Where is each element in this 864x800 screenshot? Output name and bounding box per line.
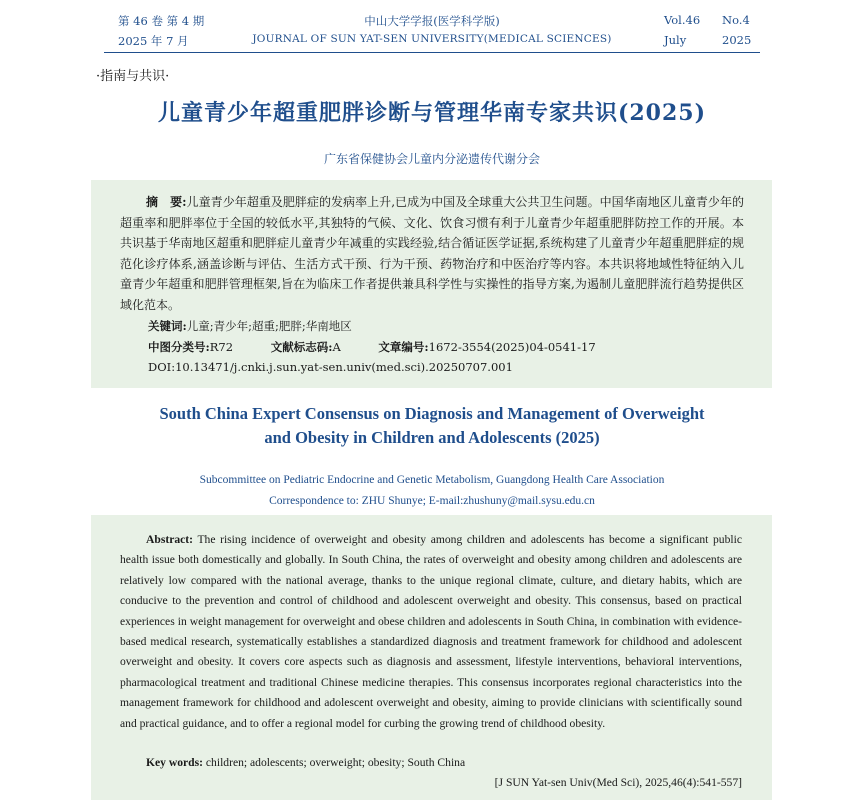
page-title-cn: 儿童青少年超重肥胖诊断与管理华南专家共识(2025) (157, 100, 707, 126)
clc-group (148, 340, 233, 354)
header-rule (104, 52, 760, 53)
doi: DOI:10.13471/j.cnki.j.sun.yat-sen.univ(med.sci).20250707.001 (148, 360, 513, 374)
journal-name-cn: 中山大学学报(医学科学版) (364, 14, 500, 28)
page-title-en (0, 402, 864, 450)
journal-name-en: JOURNAL OF SUN YAT-SEN UNIVERSITY(MEDICAL SCIENCES) (252, 33, 612, 45)
correspondence: Correspondence to: ZHU Shunye; E-mail:zhushuny@mail.sysu.edu.cn (269, 495, 595, 507)
en-keywords-label: Key words: (146, 756, 203, 769)
article-no-value: 1672-3554(2025)04-0541-17 (428, 340, 596, 354)
doc-code-group (271, 340, 341, 354)
author-cn: 广东省保健协会儿童内分泌遗传代谢分会 (323, 152, 540, 166)
en-abstract-label: Abstract: (146, 533, 194, 546)
citation: [J SUN Yat-sen Univ(Med Sci), 2025,46(4):541-557] (494, 776, 742, 789)
date-cn: 2025 年 7 月 (118, 34, 189, 48)
vol-no-en (664, 13, 764, 27)
en-abstract (120, 530, 742, 734)
doc-code-value: A (332, 340, 341, 354)
en-keywords (146, 756, 465, 769)
cn-keywords-label: 关键词: (148, 319, 187, 333)
doc-code-label: 文献标志码: (270, 340, 333, 354)
affiliation-en (0, 470, 864, 512)
affiliation: Subcommittee on Pediatric Endocrine and Genetic Metabolism, Guangdong Health Care Association (199, 474, 665, 486)
en-keywords-value: children; adolescents; overweight; obesity; South China (205, 756, 466, 769)
volume-issue-cn: 第 46 卷 第 4 期 (118, 14, 205, 28)
cn-classification (148, 339, 630, 355)
clc-value: R72 (209, 340, 234, 354)
en-abstract-text: The rising incidence of overweight and obesity among children and adolescents has become a significant public health issue both domestically and globally. In South China, the rates of overweight and obesity among children and adolescents are relatively low compared with the national average, thanks to the unique regional climate, culture, and dietary habits, which are conducive to the prevention and control of childhood and adolescent overweight and obesity. This consensus, based on practical experiences in weight management for overweight and obese children and adolescents in South China, in combination with evidence-based medical research, systematically establishes a standardized diagnosis and treatment framework for childhood and adolescent overweight and obesity. It covers core aspects such as diagnosis and assessment, lifestyle interventions, behavioral interventions, pharmacological treatment and traditional Chinese medicine therapies. This consensus incorporates regional characteristics into the management framework for childhood and adolescent overweight and obesity, aiming to provide clinicians with scientifically sound and practical guidance, and to offer a regional model for curbing the growing trend of childhood obesity. (120, 533, 742, 730)
clc-label: 中图分类号: (148, 340, 210, 354)
cn-abstract-text: 儿童青少年超重及肥胖症的发病率上升,已成为中国及全球重大公共卫生问题。中国华南地区儿童青少年的超重率和肥胖率位于全国的较低水平,其独特的气候、文化、饮食习惯有利于儿童青少年超重肥胖防控工作的开展。本共识基于华南地区超重和肥胖症儿童青少年减重的实践经验,结合循证医学证据,系统构建了儿童青少年超重肥胖症的规范化诊疗体系,涵盖诊断与评估、生活方式干预、行为干预、药物治疗和中医治疗等内容。本共识将地域性特征纳入儿童青少年超重和肥胖管理框架,旨在为临床工作者提供兼具科学性与实操性的指导方案,为遏制儿童肥胖流行趋势提供区域化范本。 (120, 195, 744, 312)
title-en-line2: and Obesity in Children and Adolescents (2025) (264, 428, 600, 447)
month-en: July (664, 33, 687, 47)
running-header (0, 13, 864, 53)
article-no-label: 文章编号: (378, 340, 429, 354)
cn-keywords-value: 儿童;青少年;超重;肥胖;华南地区 (186, 319, 352, 333)
cn-abstract (120, 192, 744, 315)
year-en: 2025 (722, 33, 752, 47)
article-no-group (378, 340, 595, 354)
cn-keywords (148, 318, 352, 334)
vol-en: Vol.46 (664, 13, 701, 27)
no-en: No.4 (722, 13, 750, 27)
month-year-en (664, 33, 764, 47)
title-en-line1: South China Expert Consensus on Diagnosis and Management of Overweight (159, 404, 705, 423)
cn-abstract-label: 摘 要: (146, 195, 187, 209)
section-tag: ·指南与共识· (96, 69, 170, 84)
